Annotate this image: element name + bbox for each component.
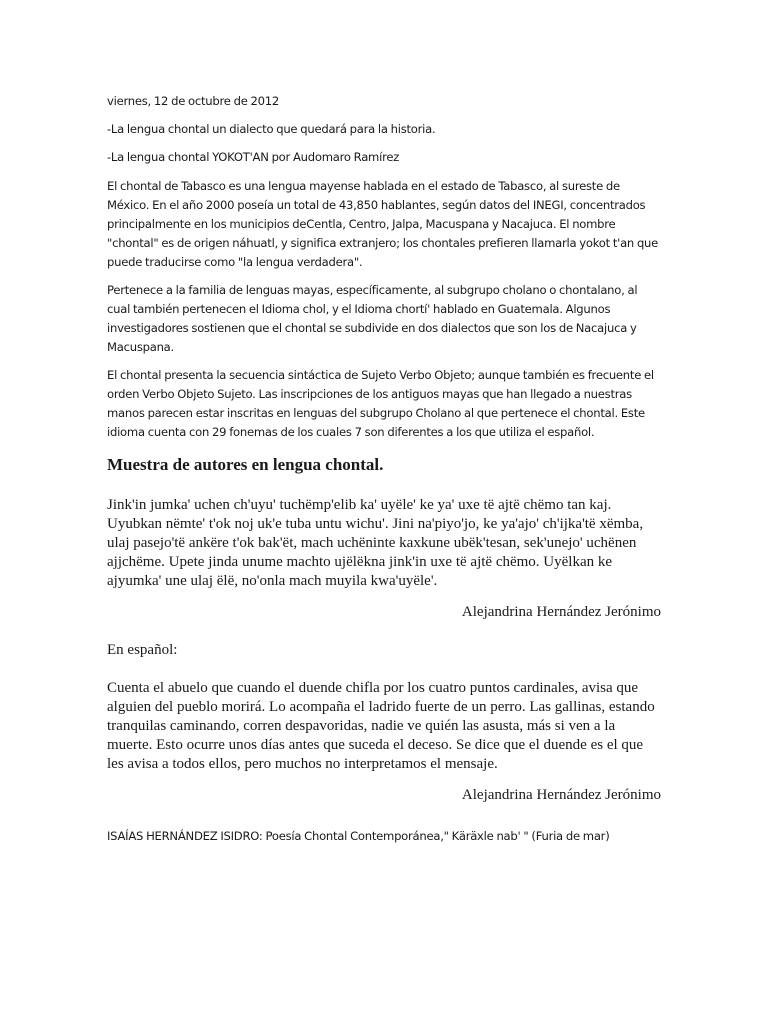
poem-chontal: Jink'in jumka' uchen ch'uyu' tuchëmp'elib ka' uyële' ke ya' uxe të ajtë chëmo tan kaj. Uyubkan nëmte' t'ok noj uk'e tuba untu wichu'. Jini na'piyo'jo, ke ya'ajo' ch'ijka'të xëmba, ulaj pasejo'të ankëre t'ok bak'ët, mach uchëninte kaxkune ubëk'tesan, sek'unejo' uchënen ajjchëme. Upete jinda unume machto ujëlëkna jink'in uxe të ajtë chëmo. Uyëlkan ke ajyumka' une ulaj ëlë, no'onla mach muyila kwa'uyële'. bbox=[107, 497, 644, 589]
paragraph-family: Pertenece a la familia de lenguas mayas, específicamente, al subgrupo cholano o chontalano, al cual también pertenecen el Idioma chol, y el Idioma chortí' hablado en Guatemala. Algunos investigadores sostienen que el chontal se subdivide en dos dialectos que son los de Nacajuca y Macuspana. bbox=[107, 283, 638, 354]
poem-author-spanish: Alejandrina Hernández Jerónimo bbox=[461, 787, 661, 803]
poem-author-chontal: Alejandrina Hernández Jerónimo bbox=[461, 604, 661, 620]
document-page bbox=[107, 92, 663, 846]
paragraph-syntax: El chontal presenta la secuencia sintáctica de Sujeto Verbo Objeto; aunque también es frecuente el orden Verbo Objeto Sujeto. Las inscripciones de los antiguos mayas que han llegado a nuestras manos parecen estar inscritas en lenguas del subgrupo Cholano al que pertenece el chontal. Este idioma cuenta con 29 fonemas de los cuales 7 son diferentes a los que utiliza el español. bbox=[107, 368, 654, 439]
section-heading: Muestra de autores en lengua chontal. bbox=[107, 455, 384, 474]
paragraph-intro: El chontal de Tabasco es una lengua mayense hablada en el estado de Tabasco, al sureste de México. En el año 2000 poseía un total de 43,850 hablantes, según datos del INEGI, concentrados principalmente en los municipios deCentla, Centro, Jalpa, Macuspana y Nacajuca. El nombre "chontal" es de origen náhuatl, y significa extranjero; los chontales prefieren llamarla yokot t'an que puede traducirse como "la lengua verdadera". bbox=[107, 179, 659, 269]
footer-title: ISAÍAS HERNÁNDEZ ISIDRO: Poesía Chontal Contemporánea," Käräxle nab' " (Furia de mar) bbox=[107, 829, 610, 843]
headline-yokotan: -La lengua chontal YOKOT'AN por Audomaro Ramírez bbox=[107, 150, 400, 164]
spanish-label: En español: bbox=[107, 642, 178, 658]
headline-dialect: -La lengua chontal un dialecto que quedará para la historia. bbox=[107, 122, 436, 136]
post-date: viernes, 12 de octubre de 2012 bbox=[107, 94, 280, 108]
poem-spanish: Cuenta el abuelo que cuando el duende chifla por los cuatro puntos cardinales, avisa que alguien del pueblo morirá. Lo acompaña el ladrido fuerte de un perro. Las gallinas, estando tranquilas caminando, corren despavoridas, nadie ve quién las asusta, más si ven a la muerte. Esto ocurre unos días antes que suceda el deceso. Se dice que el duende es el que les avisa a todos ellos, pero muchos no interpretamos el mensaje. bbox=[107, 680, 655, 772]
